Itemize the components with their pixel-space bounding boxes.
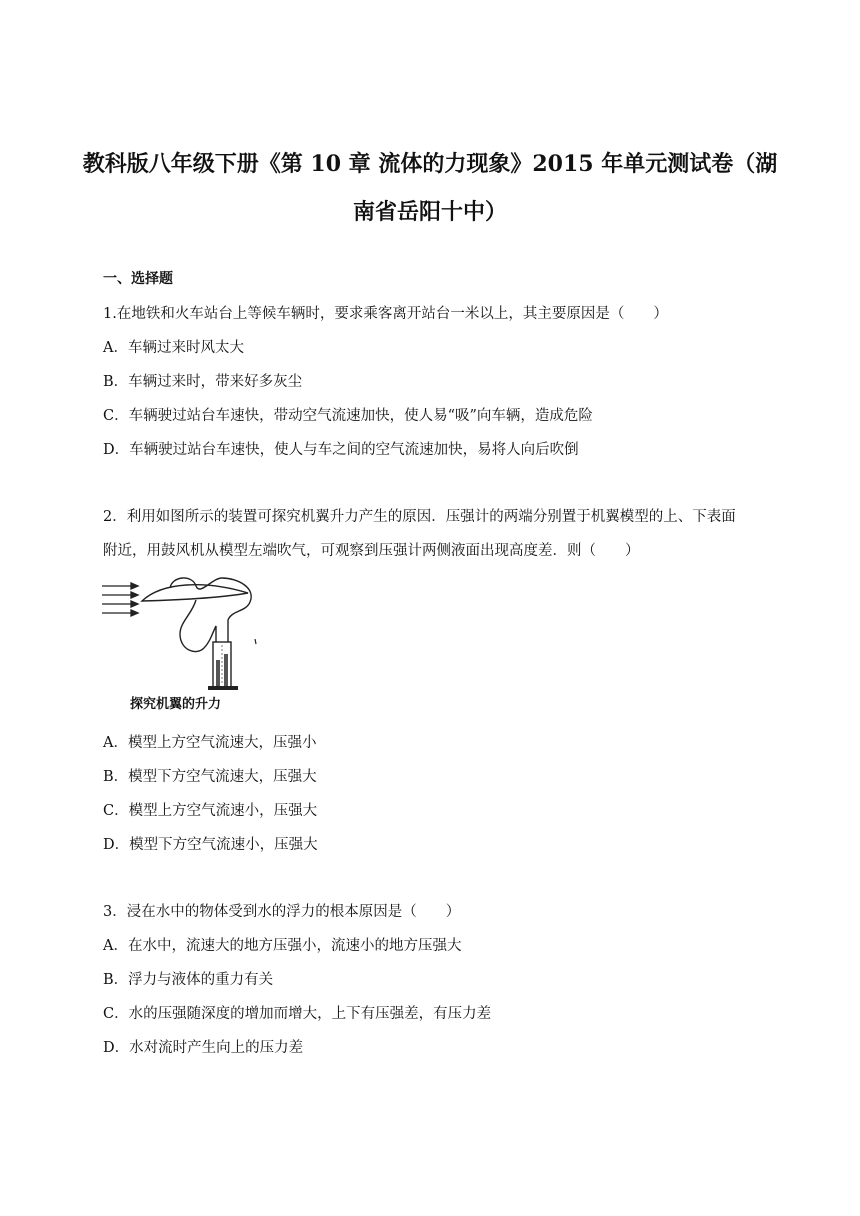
manometer-left-liquid bbox=[216, 660, 220, 686]
figure-caption: 探究机翼的升力 bbox=[130, 697, 222, 712]
question-2-option-b: B．模型下方空气流速大，压强大 bbox=[103, 769, 317, 785]
title-line-2: 南省岳阳十中） bbox=[352, 199, 507, 225]
question-2-option-d: D．模型下方空气流速小，压强大 bbox=[103, 837, 318, 853]
question-2-stem-line-2: 附近，用鼓风机从模型左端吹气，可观察到压强计两侧液面出现高度差．则（ ） bbox=[103, 543, 640, 559]
section-heading: 一、选择题 bbox=[103, 271, 173, 287]
question-2-option-a: A．模型上方空气流速大，压强小 bbox=[103, 735, 317, 751]
question-1-option-c: C．车辆驶过站台车速快，带动空气流速加快，使人易“吸”向车辆，造成危险 bbox=[103, 408, 593, 424]
question-3-option-d: D．水对流时产生向上的压力差 bbox=[103, 1040, 304, 1056]
title-line-1: 教科版八年级下册《第 10 章 流体的力现象》2015 年单元测试卷（湖 bbox=[82, 151, 778, 177]
wing-model bbox=[142, 585, 248, 601]
question-2-option-c: C．模型上方空气流速小，压强大 bbox=[103, 803, 318, 819]
tube-lower bbox=[180, 600, 216, 652]
airflow-arrows bbox=[102, 583, 138, 616]
question-3-stem: 3．浸在水中的物体受到水的浮力的根本原因是（ ） bbox=[103, 904, 461, 920]
manometer-right-liquid bbox=[224, 654, 228, 686]
manometer-base bbox=[208, 686, 238, 690]
manometer-frame bbox=[213, 642, 231, 688]
question-1-option-d: D．车辆驶过站台车速快，使人与车之间的空气流速加快，易将人向后吹倒 bbox=[103, 442, 579, 458]
question-2-stem-line-1: 2．利用如图所示的装置可探究机翼升力产生的原因．压强计的两端分别置于机翼模型的上、下表面 bbox=[103, 509, 736, 525]
question-1-option-b: B．车辆过来时，带来好多灰尘 bbox=[103, 374, 303, 390]
question-1-stem: 1.在地铁和火车站台上等候车辆时，要求乘客离开站台一米以上，其主要原因是（ ） bbox=[103, 306, 668, 322]
question-3-option-c: C．水的压强随深度的增加而增大，上下有压强差，有压力差 bbox=[103, 1006, 492, 1022]
question-3-option-b: B．浮力与液体的重力有关 bbox=[103, 972, 274, 988]
wing-lift-figure bbox=[100, 574, 260, 714]
question-1-option-a: A．车辆过来时风太大 bbox=[103, 340, 244, 356]
document-title bbox=[60, 140, 800, 236]
question-3-option-a: A．在水中，流速大的地方压强小，流速小的地方压强大 bbox=[103, 938, 462, 954]
